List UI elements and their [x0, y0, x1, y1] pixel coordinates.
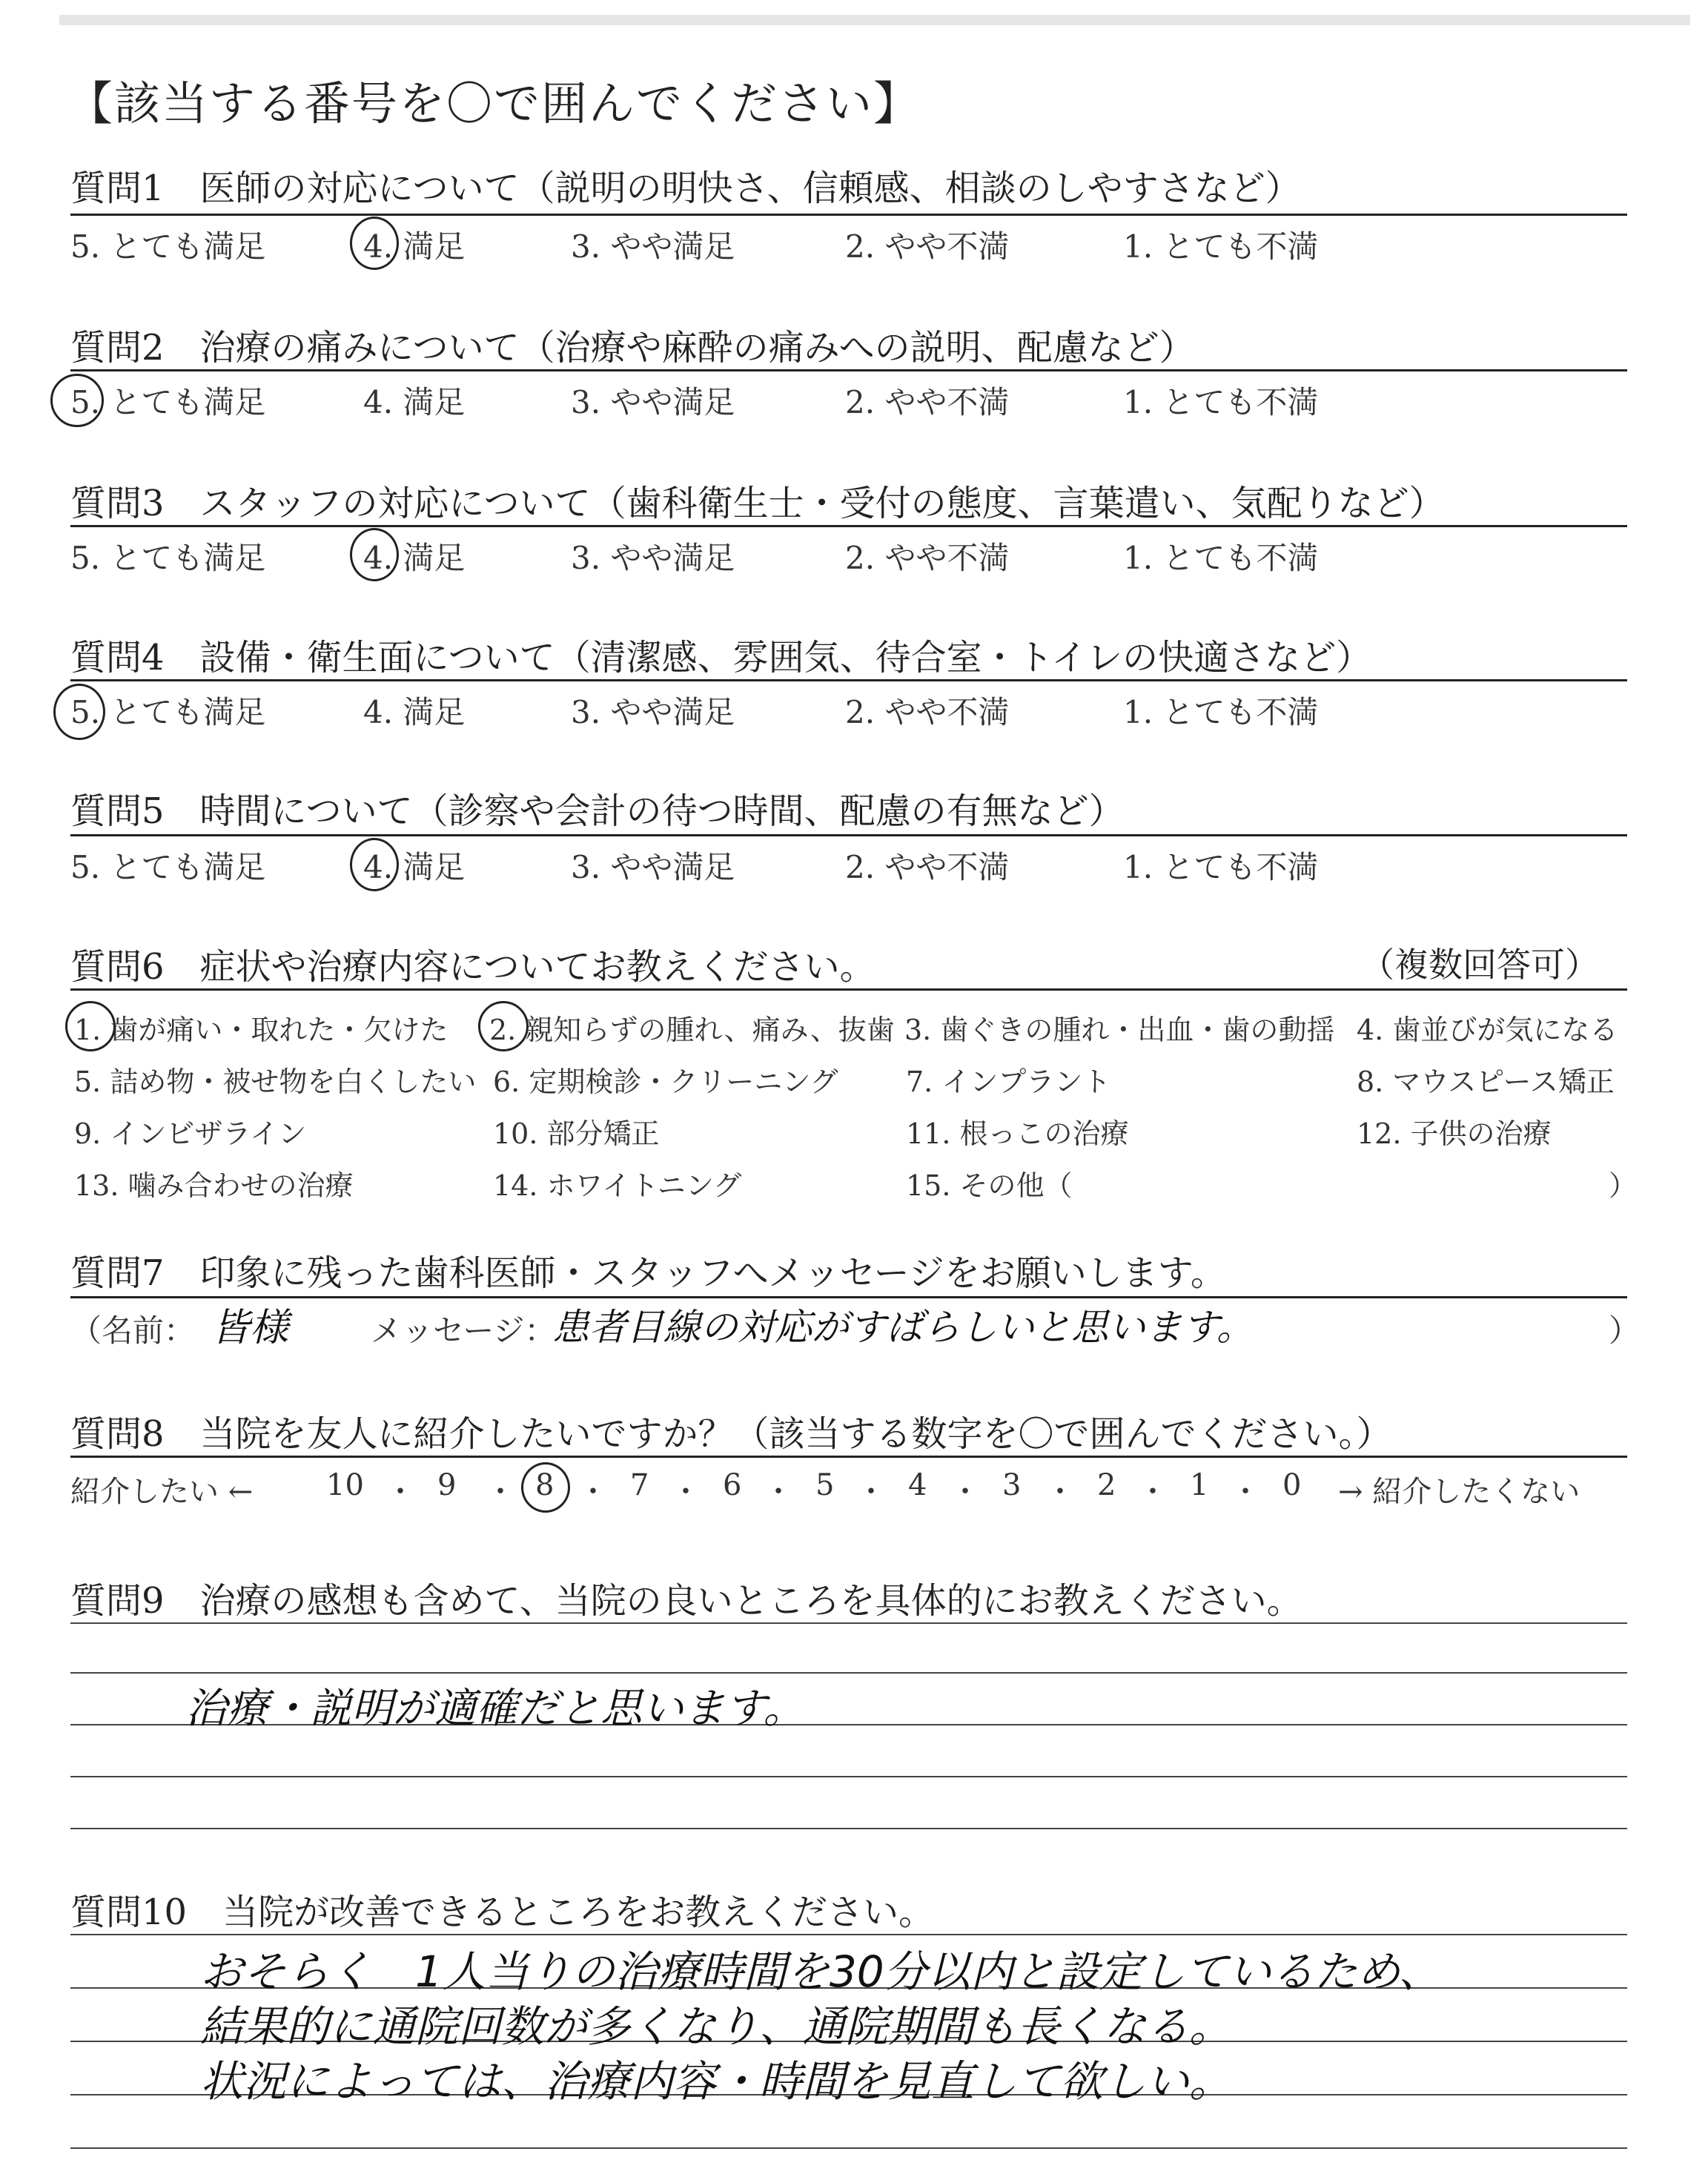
- q4-option-1[interactable]: 1. とても不満: [1123, 694, 1319, 730]
- q7-message-label: メッセージ：: [371, 1312, 556, 1349]
- q2-option-3[interactable]: 3. やや満足: [571, 384, 735, 420]
- q8-answer-circle: [521, 1462, 570, 1513]
- q8-value-9[interactable]: 9: [437, 1468, 457, 1502]
- q3-option-3[interactable]: 3. やや満足: [571, 540, 735, 576]
- q6-title: 質問6 症状や治療内容についてお教えください。: [70, 946, 875, 988]
- q3-option-5[interactable]: 5. とても満足: [70, 540, 266, 576]
- q8-dot: ・: [486, 1475, 515, 1509]
- q6-note: （複数回答可）: [1360, 945, 1599, 985]
- page-top-edge: [59, 15, 1690, 25]
- q5-rule: [70, 834, 1627, 836]
- q1-title: 質問1 医師の対応について（説明の明快さ、信頼感、相談のしやすさなど）: [70, 168, 1301, 209]
- q9-title: 質問9 治療の感想も含めて、当院の良いところを具体的にお教えください。: [70, 1580, 1302, 1622]
- q10-title: 質問10 当院が改善できるところをお教えください。: [70, 1892, 935, 1933]
- q10-line: [70, 1934, 1627, 1935]
- q7-message-value[interactable]: 患者目線の対応がすばらしいと思います。: [552, 1306, 1254, 1349]
- q6-item-10[interactable]: 10. 部分矯正: [493, 1117, 660, 1150]
- q6-item-14[interactable]: 14. ホワイトニング: [493, 1169, 742, 1202]
- q5-answer-circle: [350, 838, 399, 891]
- q9-line: [70, 1622, 1627, 1624]
- q1-option-2[interactable]: 2. やや不満: [845, 228, 1010, 265]
- q6-item-8[interactable]: 8. マウスピース矯正: [1357, 1066, 1615, 1098]
- q5-option-1[interactable]: 1. とても不満: [1123, 849, 1319, 885]
- q3-answer-circle: [350, 528, 399, 581]
- q6-item-3[interactable]: 3. 歯ぐきの腫れ・出血・歯の動揺: [904, 1014, 1335, 1046]
- q8-value-3[interactable]: 3: [1002, 1468, 1022, 1502]
- q8-title: 質問8 当院を友人に紹介したいですか？（該当する数字を〇で囲んでください。）: [70, 1413, 1392, 1455]
- q6-item-11[interactable]: 11. 根っこの治療: [906, 1117, 1129, 1150]
- q6-item-4[interactable]: 4. 歯並びが気になる: [1357, 1014, 1618, 1046]
- q5-title: 質問5 時間について（診察や会計の待つ時間、配慮の有無など）: [70, 790, 1125, 832]
- q1-option-3[interactable]: 3. やや満足: [571, 228, 735, 265]
- q6-answer-circle-2: [478, 1001, 529, 1051]
- q8-dot: ・: [1045, 1475, 1075, 1509]
- q5-option-5[interactable]: 5. とても満足: [70, 849, 266, 885]
- q8-dot: ・: [671, 1475, 701, 1509]
- q4-answer-circle: [53, 684, 105, 740]
- q10-answer-line-2[interactable]: 結果的に通院回数が多くなり、通院期間も長くなる。: [200, 2001, 1233, 2052]
- q6-item-9[interactable]: 9. インビザライン: [74, 1117, 307, 1150]
- q8-value-10[interactable]: 10: [326, 1468, 364, 1502]
- q2-answer-circle: [50, 374, 104, 427]
- q3-option-4[interactable]: 4. 満足: [363, 540, 466, 576]
- q1-option-5[interactable]: 5. とても満足: [70, 228, 266, 265]
- q4-option-5[interactable]: 5. とても満足: [70, 694, 266, 730]
- q7-title: 質問7 印象に残った歯科医師・スタッフへメッセージをお願いします。: [70, 1252, 1226, 1294]
- q8-dot: ・: [385, 1475, 415, 1509]
- q8-dot: ・: [764, 1475, 793, 1509]
- q3-option-2[interactable]: 2. やや不満: [845, 540, 1010, 576]
- q8-value-8[interactable]: 8: [535, 1468, 555, 1502]
- q6-item-12[interactable]: 12. 子供の治療: [1357, 1117, 1552, 1150]
- q6-answer-circle-1: [65, 1001, 116, 1051]
- q8-value-5[interactable]: 5: [815, 1468, 835, 1502]
- q5-option-3[interactable]: 3. やや満足: [571, 849, 735, 885]
- q1-option-4[interactable]: 4. 満足: [363, 228, 466, 265]
- q8-value-4[interactable]: 4: [908, 1468, 927, 1502]
- q6-item-13[interactable]: 13. 噛み合わせの治療: [74, 1169, 354, 1202]
- q2-rule: [70, 369, 1627, 371]
- q4-rule: [70, 679, 1627, 681]
- q8-dot: ・: [1138, 1475, 1168, 1509]
- q10-line: [70, 2147, 1627, 2149]
- q4-title: 質問4 設備・衛生面について（清潔感、雰囲気、待合室・トイレの快適さなど）: [70, 637, 1372, 678]
- form-heading: 【該当する番号を〇で囲んでください】: [67, 76, 921, 131]
- q5-option-2[interactable]: 2. やや不満: [845, 849, 1010, 885]
- q8-value-7[interactable]: 7: [630, 1468, 649, 1502]
- q8-value-6[interactable]: 6: [723, 1468, 742, 1502]
- q8-left-label: 紹介したい ←: [70, 1475, 254, 1509]
- q6-item-2[interactable]: 2. 親知らずの腫れ、痛み、抜歯: [489, 1014, 895, 1046]
- q2-option-5[interactable]: 5. とても満足: [70, 384, 266, 420]
- q6-item-5[interactable]: 5. 詰め物・被せ物を白くしたい: [74, 1066, 477, 1098]
- q10-answer-line-3[interactable]: 状況によっては、治療内容・時間を見直して欲しい。: [200, 2056, 1233, 2107]
- q7-close-paren: ）: [1609, 1312, 1641, 1349]
- q8-value-2[interactable]: 2: [1097, 1468, 1116, 1502]
- q2-option-1[interactable]: 1. とても不満: [1123, 384, 1319, 420]
- q8-right-label: → 紹介したくない: [1338, 1475, 1580, 1509]
- q1-rule: [70, 214, 1627, 216]
- q8-rule: [70, 1456, 1627, 1458]
- q7-name-label: （名前：: [70, 1312, 196, 1349]
- q3-rule: [70, 525, 1627, 527]
- q8-dot: ・: [1231, 1475, 1260, 1509]
- q9-line: [70, 1776, 1627, 1777]
- q8-dot: ・: [950, 1475, 980, 1509]
- q4-option-4[interactable]: 4. 満足: [363, 694, 466, 730]
- q6-item-15[interactable]: 15. その他（: [906, 1169, 1073, 1202]
- q6-item-15-close: ）: [1609, 1169, 1638, 1202]
- q3-title: 質問3 スタッフの対応について（歯科衛生士・受付の態度、言葉遣い、気配りなど）: [70, 483, 1445, 524]
- q6-item-1[interactable]: 1. 歯が痛い・取れた・欠けた: [74, 1014, 448, 1046]
- q3-option-1[interactable]: 1. とても不満: [1123, 540, 1319, 576]
- q2-title: 質問2 治療の痛みについて（治療や麻酔の痛みへの説明、配慮など）: [70, 327, 1195, 369]
- q4-option-3[interactable]: 3. やや満足: [571, 694, 735, 730]
- q7-name-value[interactable]: 皆様: [211, 1306, 289, 1350]
- q6-item-7[interactable]: 7. インプラント: [906, 1066, 1111, 1098]
- q6-rule: [70, 988, 1627, 991]
- q1-option-1[interactable]: 1. とても不満: [1123, 228, 1319, 265]
- q8-dot: ・: [578, 1475, 608, 1509]
- q10-answer-line-1[interactable]: おそらく 1人当りの治療時間を30分以内と設定しているため、: [200, 1946, 1442, 1997]
- q2-option-2[interactable]: 2. やや不満: [845, 384, 1010, 420]
- q6-item-6[interactable]: 6. 定期検診・クリーニング: [493, 1066, 838, 1098]
- q1-answer-circle: [350, 217, 399, 270]
- q8-value-1[interactable]: 1: [1190, 1468, 1209, 1502]
- q9-line: [70, 1672, 1627, 1674]
- q8-dot: ・: [856, 1475, 886, 1509]
- q9-line: [70, 1828, 1627, 1829]
- q2-option-4[interactable]: 4. 満足: [363, 384, 466, 420]
- q4-option-2[interactable]: 2. やや不満: [845, 694, 1010, 730]
- q5-option-4[interactable]: 4. 満足: [363, 849, 466, 885]
- q9-answer[interactable]: 治療・説明が適確だと思います。: [185, 1685, 805, 1733]
- q8-value-0[interactable]: 0: [1282, 1468, 1302, 1502]
